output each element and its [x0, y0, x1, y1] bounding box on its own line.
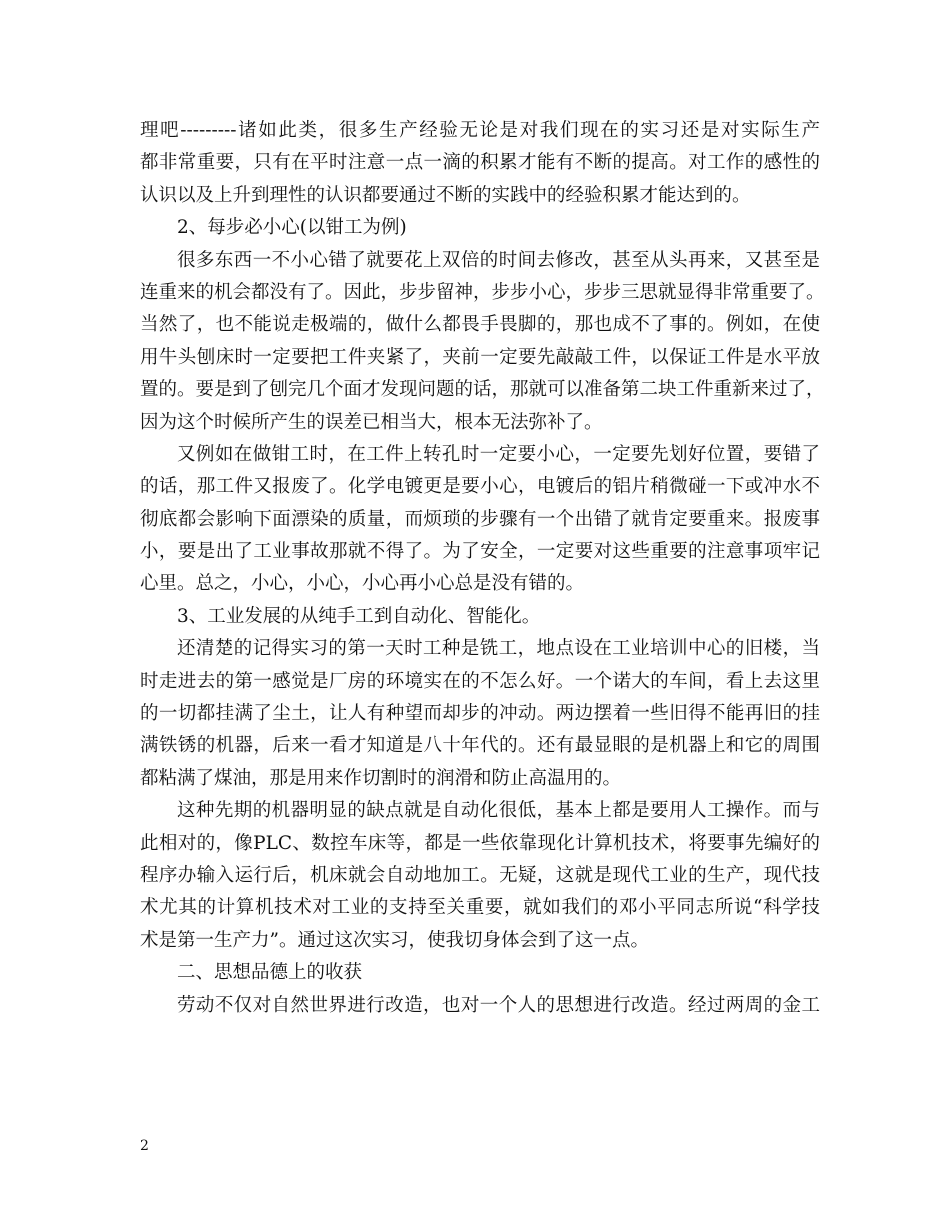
- text-line: 因为这个时候所产生的误差已相当大，根本无法弥补了。: [140, 411, 603, 433]
- text-line: 用牛头刨床时一定要把工件夹紧了，夹前一定要先敲敲工件，以保证工件是水平放: [140, 346, 820, 368]
- page-number: 2: [140, 1138, 149, 1154]
- text-line: 理吧---------诸如此类，很多生产经验无论是对我们现在的实习还是对实际生产: [140, 120, 820, 141]
- text-line: 心里。总之，小心，小心，小心再小心总是没有错的。: [140, 573, 585, 595]
- text-line: 劳动不仅对自然世界进行改造，也对一个人的思想进行改造。经过两周的金工: [177, 994, 820, 1016]
- text-line: 这种先期的机器明显的缺点就是自动化很低，基本上都是要用人工操作。而与: [177, 800, 820, 822]
- text-line: 的一切都挂满了尘土，让人有种望而却步的冲动。两边摆着一些旧得不能再旧的挂: [140, 703, 820, 725]
- text-line: 的话，那工件又报废了。化学电镀更是要小心，电镀后的铝片稍微碰一下或冲水不: [140, 476, 820, 498]
- text-line: 术是第一生产力”。通过这次实习，使我切身体会到了这一点。: [140, 929, 649, 951]
- section-heading: 2、每步必小心(以钳工为例): [177, 217, 407, 239]
- text-line: 小，要是出了工业事故那就不得了。为了安全，一定要对这些重要的注意事项牢记: [140, 541, 820, 563]
- text-line: 彻底都会影响下面漂染的质量，而烦琐的步骤有一个出错了就肯定要重来。报废事: [140, 508, 820, 530]
- section-heading: 3、工业发展的从纯手工到自动化、智能化。: [177, 605, 541, 627]
- text-line: 很多东西一不小心错了就要花上双倍的时间去修改，甚至从头再来，又甚至是: [177, 249, 820, 271]
- text-line: 时走进去的第一感觉是厂房的环境实在的不怎么好。一个诺大的车间，看上去这里: [140, 670, 820, 692]
- text-line: 术尤其的计算机技术对工业的支持至关重要，就如我们的邓小平同志所说“科学技: [140, 897, 820, 919]
- text-line: 连重来的机会都没有了。因此，步步留神，步步小心，步步三思就显得非常重要了。: [140, 281, 825, 303]
- section-heading: 二、思想品德上的收获: [177, 962, 363, 984]
- text-line: 都粘满了煤油，那是用来作切割时的润滑和防止高温用的。: [140, 767, 622, 789]
- text-line: 此相对的，像PLC、数控车床等，都是一些依靠现化计算机技术，将要事先编好的: [140, 832, 820, 854]
- text-line: 程序办输入运行后，机床就会自动地加工。无疑，这就是现代工业的生产，现代技: [140, 864, 820, 886]
- text-line: 当然了，也不能说走极端的，做什么都畏手畏脚的，那也成不了事的。例如，在使: [140, 314, 820, 336]
- text-line: 都非常重要，只有在平时注意一点一滴的积累才能有不断的提高。对工作的感性的: [140, 152, 820, 174]
- text-line: 置的。要是到了刨完几个面才发现问题的话，那就可以准备第二块工件重新来过了，: [140, 379, 825, 401]
- text-line: 又例如在做钳工时，在工件上转孔时一定要小心，一定要先划好位置，要错了: [177, 443, 820, 465]
- text-line: 认识以及上升到理性的认识都要通过不断的实践中的经验积累才能达到的。: [140, 184, 751, 206]
- text-line: 还清楚的记得实习的第一天时工种是铣工，地点设在工业培训中心的旧楼，当: [177, 638, 820, 660]
- text-line: 满铁锈的机器，后来一看才知道是八十年代的。还有最显眼的是机器上和它的周围: [140, 735, 820, 757]
- document-body: [140, 115, 825, 1022]
